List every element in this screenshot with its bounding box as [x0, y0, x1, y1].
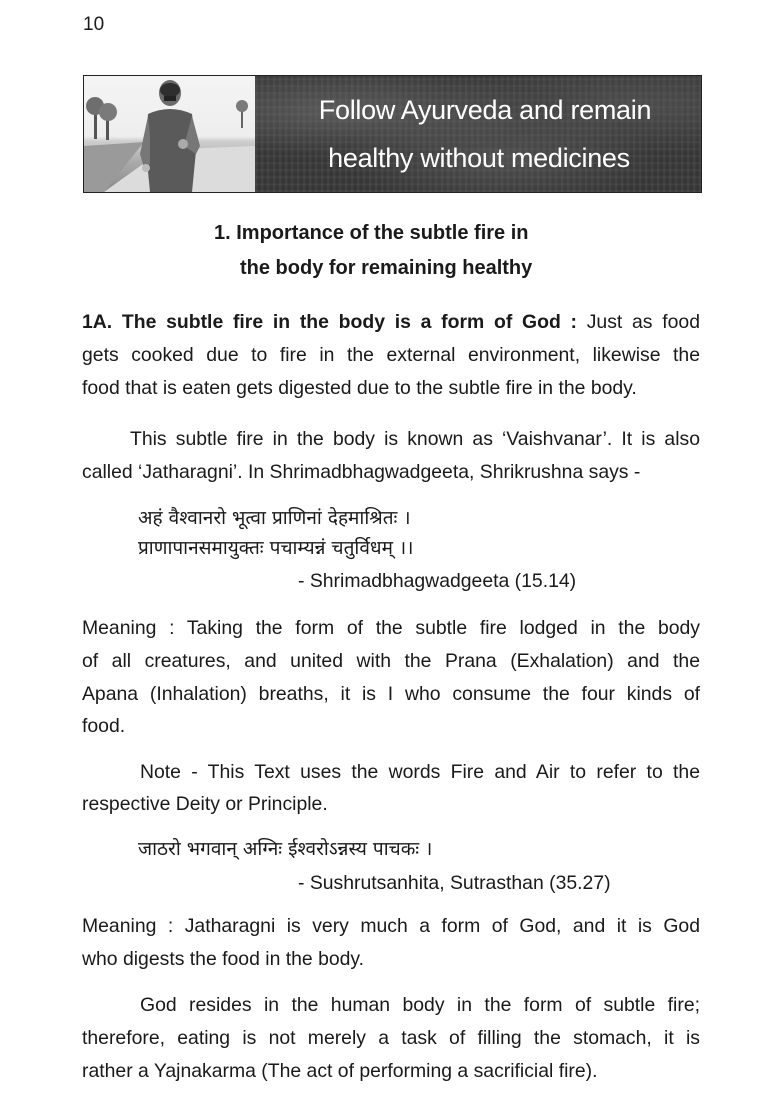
note-line2: respective Deity or Principle. — [82, 793, 328, 815]
para3-line2: therefore, eating is not merely a task of filling the stomach, it is — [82, 1027, 700, 1049]
banner-title-line1: Follow Ayurveda and remain — [318, 95, 652, 125]
verse1-citation: - Shrimadbhagwadgeeta (15.14) — [298, 570, 577, 592]
section-heading-line2: the body for remaining healthy — [240, 257, 533, 279]
sanskrit-verse1-line2: प्राणापानसमायुक्तः पचाम्यन्नं चतुर्विधम् ।। — [138, 537, 414, 559]
para1-line2: gets cooked due to fire in the external environment, likewise the — [82, 344, 700, 366]
para2-line2: called ‘Jatharagni’. In Shrimadbhagwadgeeta, Shrikrushna says - — [82, 461, 641, 483]
para2-line1: This subtle fire in the body is known as ‘Vaishvanar’. It is also — [130, 428, 700, 450]
page-number: 10 — [83, 14, 105, 35]
verse2-citation: - Sushrutsanhita, Sutrasthan (35.27) — [298, 872, 611, 894]
note-line1: Note - This Text uses the words Fire and Air to refer to the — [140, 761, 700, 783]
section-heading-line1: 1. Importance of the subtle fire in — [214, 222, 529, 244]
para1-line3: food that is eaten gets digested due to the subtle fire in the body. — [82, 377, 637, 399]
meaning2-line2: who digests the food in the body. — [82, 948, 365, 970]
banner-title-line2: healthy without medicines — [328, 143, 630, 173]
jogging-man-illustration-icon — [84, 76, 255, 192]
meaning1-line1: Meaning : Taking the form of the subtle fire lodged in the body — [82, 617, 700, 639]
subsection-heading-1a: 1A. The subtle fire in the body is a form of God : — [82, 311, 577, 333]
meaning1-line4: food. — [82, 715, 126, 737]
meaning2-line1: Meaning : Jatharagni is very much a form of God, and it is God — [82, 915, 700, 937]
meaning1-line2: of all creatures, and united with the Prana (Exhalation) and the — [82, 650, 700, 672]
sanskrit-verse1-line1: अहं वैश्वानरो भूत्वा प्राणिनां देहमाश्रितः । — [138, 507, 411, 529]
para1-line1-text: Just as food — [576, 311, 700, 333]
meaning1-line3: Apana (Inhalation) breaths, it is I who consume the four kinds of — [82, 683, 700, 705]
sanskrit-verse2-line1: जाठरो भगवान् अग्निः ईश्वरोऽन्नस्य पाचकः । — [138, 838, 433, 860]
para3-line3: rather a Yajnakarma (The act of performing a sacrificial fire). — [82, 1060, 598, 1082]
para1-line1 — [82, 310, 700, 334]
para3-line1: God resides in the human body in the form of subtle fire; — [140, 994, 700, 1016]
jogging-man-photo — [84, 76, 255, 192]
chapter-banner — [83, 75, 702, 193]
banner-title — [255, 76, 701, 192]
